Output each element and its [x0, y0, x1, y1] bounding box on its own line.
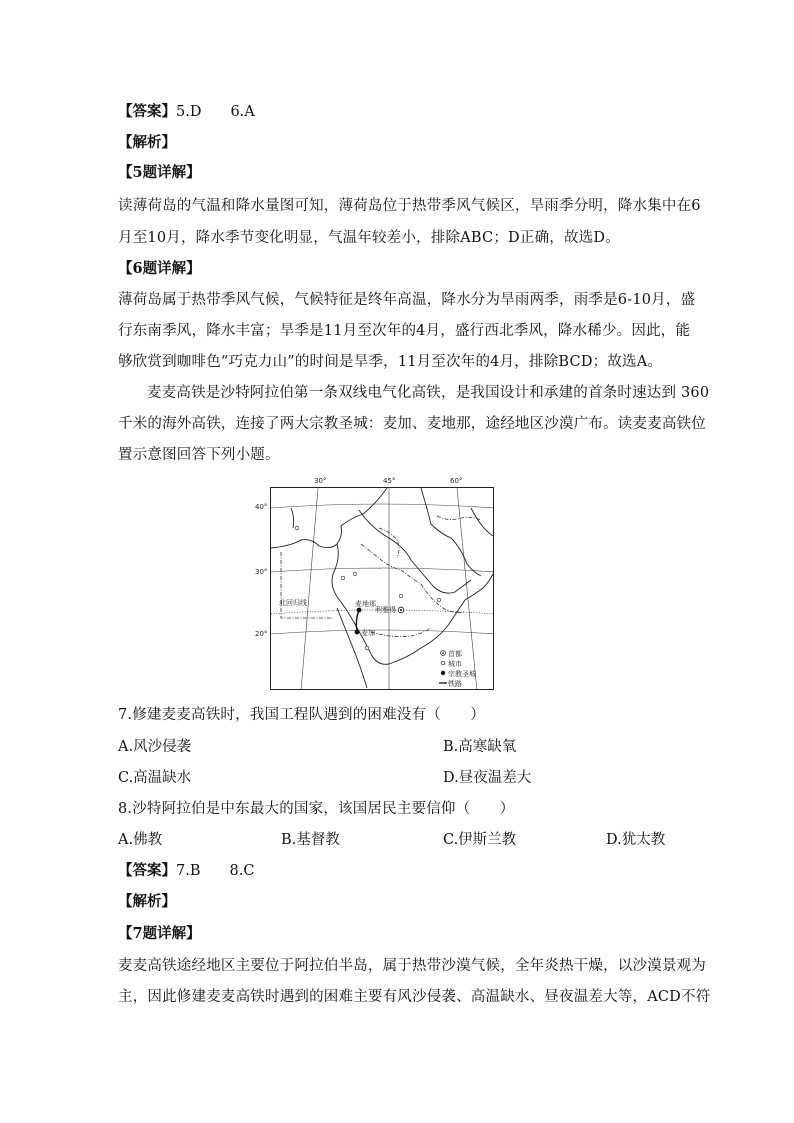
city-label-medina: 麦地那: [355, 600, 376, 608]
q7-option-b: B.高寒缺氧: [443, 739, 517, 755]
answer-text: 5.D 6.A: [176, 104, 255, 120]
passage-line: 千米的海外高铁，连接了两大宗教圣城：麦加、麦地那，途经地区沙漠广布。读麦麦高铁位: [118, 416, 706, 432]
map-legend: [439, 649, 476, 688]
legend-railway: 铁路: [448, 680, 462, 688]
capital-riyadh-dot: [400, 609, 402, 611]
city-label-riyadh: 利雅得: [375, 606, 396, 614]
holy-city-mecca: [355, 630, 360, 635]
q8-stem: 8.沙特阿拉伯是中东最大的国家，该国居民主要信仰（ ）: [118, 801, 515, 817]
q5-detail-heading: 【5题详解】: [118, 164, 201, 181]
lat-label: 20°: [255, 630, 268, 638]
lon-label: 45°: [383, 477, 396, 485]
legend-city: 城市: [448, 660, 462, 668]
q7-option-c: C.高温缺水: [118, 770, 192, 786]
q7-detail-line: 麦麦高铁途经地区主要位于阿拉伯半岛，属于热带沙漠气候，全年炎热干燥，以沙漠景观为: [118, 958, 706, 974]
lon-label: 30°: [314, 477, 327, 485]
analysis-heading: 【解析】: [118, 134, 176, 151]
q7-option-d: D.昼夜温差大: [443, 770, 532, 786]
passage-line: 置示意图回答下列小题。: [118, 447, 280, 463]
legend-holy-city: 宗教圣城: [448, 670, 476, 678]
lat-label: 30°: [255, 568, 268, 576]
lon-label: 60°: [450, 477, 463, 485]
answer-tag: 【答案】: [118, 103, 176, 120]
holy-city-medina: [357, 608, 362, 613]
analysis-heading: 【解析】: [118, 893, 176, 910]
passage-line: 麦麦高铁是沙特阿拉伯第一条双线电气化高铁，是我国设计和承建的首条时速达到 360: [147, 385, 710, 401]
q5-detail-line: 读薄荷岛的气温和降水量图可知，薄荷岛位于热带季风气候区，旱雨季分明，降水集中在6: [118, 198, 701, 214]
answer-tag: 【答案】: [118, 862, 176, 879]
q6-detail-heading: 【6题详解】: [118, 260, 201, 277]
legend-capital: 首都: [448, 650, 462, 658]
q7-option-a: A.风沙侵袭: [118, 739, 192, 755]
q7-detail-line: 主，因此修建麦麦高铁时遇到的困难主要有风沙侵袭、高温缺水、昼夜温差大等，ACD不符: [118, 989, 711, 1005]
answer-line-1: [118, 102, 255, 122]
q8-option-d: D.犹太教: [606, 832, 666, 848]
answer-text: 7.B 8.C: [176, 863, 255, 879]
answer-line-2: [118, 861, 254, 881]
tropic-label: 北回归线: [279, 599, 307, 607]
q8-option-a: A.佛教: [118, 832, 163, 848]
q6-detail-line: 薄荷岛属于热带季风气候，气候特征是终年高温，降水分为旱雨两季，雨季是6-10月，盛: [118, 292, 696, 308]
q6-detail-line: 够欣赏到咖啡色“巧克力山”的时间是旱季，11月至次年的4月，排除BCD；故选A。: [118, 354, 663, 370]
railway-location-map: [270, 487, 494, 690]
q8-option-c: C.伊斯兰教: [443, 832, 517, 848]
q6-detail-line: 行东南季风，降水丰富；旱季是11月至次年的4月，盛行西北季风，降水稀少。因此，能: [118, 323, 691, 339]
borders: [281, 516, 481, 637]
map-svg: [271, 488, 494, 690]
q5-detail-line: 月至10月，降水季节变化明显，气温年较差小，排除ABC；D正确，故选D。: [118, 230, 620, 246]
city-label-mecca: 麦加: [361, 629, 375, 637]
q8-option-b: B.基督教: [281, 832, 340, 848]
lat-label: 40°: [255, 503, 268, 511]
q7-stem: 7.修建麦麦高铁时，我国工程队遇到的困难没有（ ）: [118, 707, 486, 723]
q7-detail-heading: 【7题详解】: [118, 925, 201, 942]
